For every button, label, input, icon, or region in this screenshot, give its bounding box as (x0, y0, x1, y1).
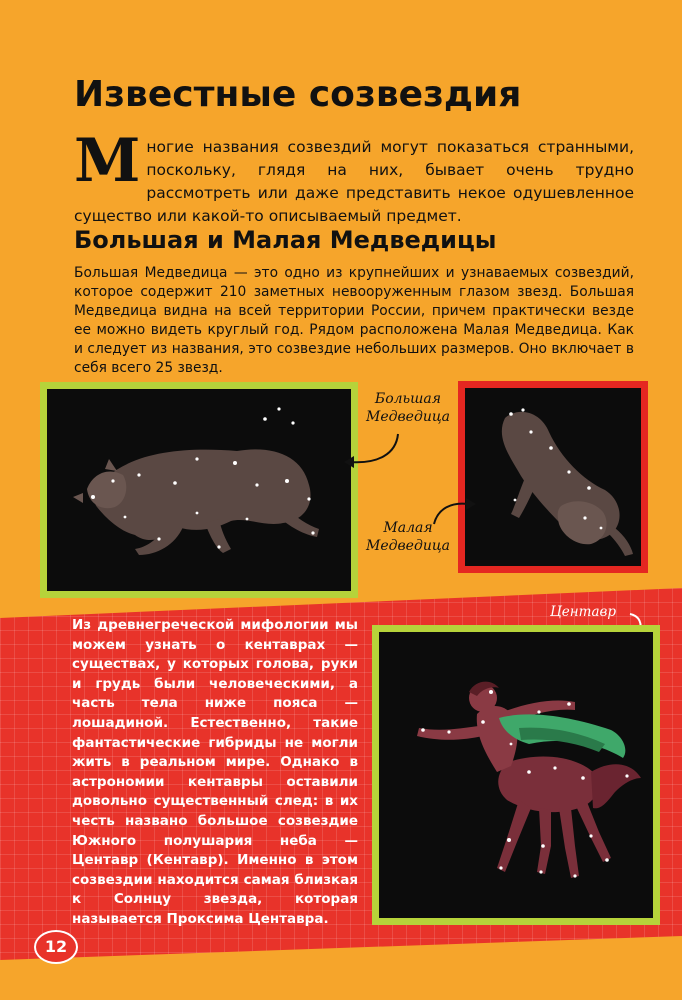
ursa-major-caption-line1: Большая (374, 391, 442, 407)
centaur-image (372, 625, 660, 925)
ursa-major-image (40, 382, 358, 598)
ursa-minor-illustration (465, 388, 641, 566)
ursa-major-illustration (47, 389, 351, 591)
ursa-minor-caption-line2: Медведица (366, 538, 450, 554)
intro-paragraph (74, 126, 634, 228)
ursa-major-arrow-icon (338, 430, 408, 470)
ursa-major-caption (356, 390, 460, 426)
ursa-minor-image (458, 381, 648, 573)
ursa-minor-caption-line1: Малая (383, 520, 433, 536)
ursa-major-caption-line2: Медведица (366, 409, 450, 425)
intro-text: ногие названия созвездий могут показаться странными, поскольку, глядя на них, бывает очень трудно рассмотреть или даже представить некое одушевленное существо или какой-то описываемый предмет. (74, 138, 634, 225)
drop-cap: М (74, 126, 141, 196)
page-number: 12 (34, 930, 78, 964)
centaur-illustration (379, 632, 653, 918)
centaur-paragraph: Из древнегреческой мифологии мы можем узнать о кентаврах — существах, у которых голова, руки и грудь были человеческими, а часть тела ниже пояса — лошадиной. Естественно, такие фантастические гибриды не могли жить в реальном мире. Однако в астрономии кентавры оставили довольно существенный след: в их честь названо большое созвездие Южного полушария неба — Центавр (Кентавр). Именно в этом созвездии находится самая близкая к Солнцу звезда, которая называется Проксима Центавра. (72, 617, 358, 927)
centaur-caption: Центавр (550, 604, 617, 620)
bears-paragraph: Большая Медведица — это одно из крупнейших и узнаваемых созвездий, которое содержит 210 заметных невооруженным глазом звезд. Большая Медведица видна на всей территории России, причем практически везде ее можно видеть круглый год. Рядом расположена Малая Медведица. Как и следует из названия, это созвездие небольших размеров. Оно включает в себя всего 25 звезд. (74, 265, 634, 376)
ursa-minor-arrow-icon (428, 496, 480, 530)
section-subtitle: Большая и Малая Медведицы (74, 226, 497, 254)
page-title: Известные созвездия (74, 74, 522, 115)
